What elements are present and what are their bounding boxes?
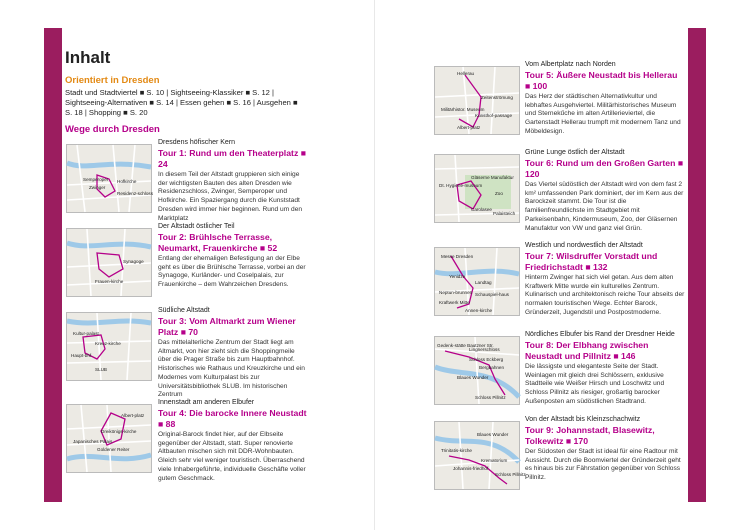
tour-map-thumbnail[interactable] xyxy=(434,336,520,405)
map-label: Palaisteich xyxy=(493,211,516,216)
tour-kicker: Von der Altstadt bis Kleinzschachwitz xyxy=(525,416,641,423)
map-label: Trinitatis-kirche xyxy=(441,448,472,453)
map-label: Zoo xyxy=(495,191,503,196)
page-title: Inhalt xyxy=(65,48,111,67)
tour-kicker: Südliche Altstadt xyxy=(158,307,210,314)
map-label: Dreikönigs-kirche xyxy=(101,429,137,434)
tour-kicker: Der Altstadt östlicher Teil xyxy=(158,223,235,230)
tour-title[interactable]: Tour 9: Johannstadt, Blasewitz, Tolkewitz ■ 170 xyxy=(525,425,655,446)
map-label: Yenidze xyxy=(449,274,466,279)
left-accent-bar xyxy=(44,28,62,502)
tour-description: Das Viertel südöstlich der Altstadt wird von dem fast 2 km² umfassenden Park dominiert, der im Kern aus der Barockzeit stammt. Die Tour ist die familienfreundlichste im Stadtgebiet mit Parkeisenbahn, Kindermuseum, Zoo, der Gläsernen Manufaktur von VW und ganz viel Grün. xyxy=(525,181,684,232)
map-label: Gläserne Manufaktur xyxy=(471,175,514,180)
map-label: Gedenk-stätte Bautzner Str. xyxy=(437,343,494,348)
map-label: Hofkirche xyxy=(117,179,137,184)
map-label: Carolasee xyxy=(471,207,492,212)
map-label: Neptun-brunnen xyxy=(439,290,473,295)
tour-description: Das mittelalterliche Zentrum der Stadt liegt am Altmarkt, von hier zieht sich die Shoppingmeile über die Prager Straße bis zum Hauptbahnhof. Historisches wie Rathaus und Kreuzkirche und ein Modernes vom Kulturpalast bis zur Universitätsbibliothek SLUB. Im historischen Zentrum xyxy=(158,339,305,399)
tour-map-thumbnail[interactable] xyxy=(66,144,152,213)
map-label: Zeitenströmung xyxy=(481,95,513,100)
tour-entry-4[interactable] xyxy=(65,398,365,490)
map-label: Schloss Pillnitz xyxy=(495,472,526,477)
map-label: Messe Dresden xyxy=(441,254,474,259)
map-label: Kraftwerk Mitte xyxy=(439,300,470,305)
tour-map-thumbnail[interactable] xyxy=(434,421,526,490)
map-label: Kunsthof-passage xyxy=(475,113,513,118)
map-label: Japanisches Palais xyxy=(73,439,113,444)
map-label: Kreuz-kirche xyxy=(95,341,121,346)
tour-title[interactable]: Tour 3: Vom Altmarkt zum Wiener Platz ■ 70 xyxy=(158,316,296,337)
tour-kicker: Dresdens höfischer Kern xyxy=(158,139,236,146)
map-label: Blaues Wunder xyxy=(477,432,509,437)
map-label: Hellerau xyxy=(457,71,475,76)
tour-title[interactable]: Tour 4: Die barocke Innere Neustadt ■ 88 xyxy=(158,408,307,429)
tour-map-thumbnail[interactable] xyxy=(434,66,520,135)
tour-entry-1[interactable] xyxy=(65,138,365,230)
tour-kicker: Innenstadt am anderen Elbufer xyxy=(158,399,255,406)
orient-text: Stadt und Stadtviertel ■ S. 10 | Sightseeing-Klassiker ■ S. 12 | Sightseeing-Alternativen ■ S. 14 | Essen gehen ■ S. 16 | Ausgehen ■ S. 18 | Shopping ■ S. 20 xyxy=(65,88,298,118)
tour-title[interactable]: Tour 2: Brühlsche Terrasse, Neumarkt, Frauenkirche ■ 52 xyxy=(158,232,278,253)
map-label: Annen-kirche xyxy=(465,308,493,313)
page-gutter xyxy=(374,0,375,530)
tour-map-thumbnail[interactable] xyxy=(66,404,152,473)
map-label: Blaues Wunder xyxy=(457,375,489,380)
map-label: Zwinger xyxy=(89,185,106,190)
map-label: Krematorium xyxy=(481,458,508,463)
tour-description: Entlang der ehemaligen Befestigung an der Elbe geht es über die Brühlsche Terrasse, vorbei an der Synagoge, Kurländer- und Coselpalais, zur Frauenkirche – dem Wahrzeichen Dresdens. xyxy=(158,255,306,289)
map-label: Frauen-kirche xyxy=(95,279,124,284)
map-label: Johannis-friedhof xyxy=(453,466,489,471)
tour-description: Das Herz der städtischen Alternativkultur und lebhaftes Ausgehviertel. Militärhistorisches Museum und Sternekűche im alten Artillerieviertel, die Gartenstadt Hellerau trumpft mit modernem Tanz und Möbeldesign. xyxy=(525,93,681,135)
tour-kicker: Nördliches Elbufer bis Rand der Dresdner Heide xyxy=(525,331,675,338)
map-label: Kultur-palast xyxy=(73,331,99,336)
tour-entry-6[interactable] xyxy=(433,148,733,240)
tour-map-thumbnail[interactable] xyxy=(434,247,520,316)
orient-heading: Orientiert in Dresden xyxy=(65,75,160,86)
map-label: Landtag xyxy=(475,280,492,285)
tour-description: Original-Barock findet hier, auf der Elbseite gegenüber der Altstadt, statt. Super renovierte Altbauten mischen sich mit DDR-Wohnbauten. Gleich sehr viel weniger touristisch. Überraschend viele Inhabergeführte, individuelle Geschäfte voller gutem Geschmack. xyxy=(158,431,306,482)
tour-kicker: Westlich und nordwestlich der Altstadt xyxy=(525,242,643,249)
tour-kicker: Vom Albertplatz nach Norden xyxy=(525,61,616,68)
map-label: Synagoge xyxy=(123,259,144,264)
tour-kicker: Grüne Lunge östlich der Altstadt xyxy=(525,149,625,156)
tour-title[interactable]: Tour 7: Wilsdruffer Vorstadt und Friedrichstadt ■ 132 xyxy=(525,251,658,272)
tour-description: In diesem Teil der Altstadt gruppieren sich einige der wichtigsten Bauten des alten Dresden wie Residenzschloss, Zwinger, Semperoper und Hofkirche. Ein Spaziergang durch die Kunststadt Dresden wird immer hier beginnen. Rund um den Marktplatz xyxy=(158,171,303,222)
map-label: Schauspiel-haus xyxy=(475,292,509,297)
tour-map-thumbnail[interactable] xyxy=(434,154,520,223)
tour-description: Hinterm Zwinger hat sich viel getan. Aus dem alten Kraftwerk Mitte wurde ein kulturelles Zentrum. Kulinarisch und architektonisch reiche Tour abseits der normalen touristischen Wege. Echter Barock, Gründerzeit, Jugendstil und Postpostmoderne. xyxy=(525,274,685,316)
map-label: Albert-platz xyxy=(457,125,481,130)
tour-description: Der Südosten der Stadt ist ideal für eine Radtour mit Aussicht. Durch die Boomviertel der Gründerzeit geht es hinaus bis zur Fährstation gegenüber von Schloss Pillnitz. xyxy=(525,448,681,482)
map-label: Bergbahnen xyxy=(479,365,505,370)
tour-title[interactable]: Tour 6: Rund um den Großen Garten ■ 120 xyxy=(525,158,684,179)
tour-entry-7[interactable] xyxy=(433,241,733,333)
tour-title[interactable]: Tour 5: Äußere Neustadt bis Hellerau ■ 100 xyxy=(525,70,678,91)
map-label: Dt. Hygiene-museum xyxy=(439,183,483,188)
map-label: Militärhistor. Museum xyxy=(441,107,485,112)
tour-title[interactable]: Tour 8: Der Elbhang zwischen Neustadt und Pillnitz ■ 146 xyxy=(525,340,649,361)
map-label: Lingnerschloss xyxy=(469,347,500,352)
tour-description: Die lässigste und eleganteste Seite der Stadt. Weinlagen mit gleich drei Schlössern, exklusive Stadtteile wie Weißer Hirsch und Loschwitz und Schloss Pillnitz als riesiger, großartig barocker Außenposten am südöstlichen Stadtrand. xyxy=(525,363,665,405)
map-label: Schloss Eckberg xyxy=(469,357,504,362)
map-label: Haupt-bhf. xyxy=(71,353,93,358)
tour-entry-5[interactable] xyxy=(433,60,733,152)
tour-map-thumbnail[interactable] xyxy=(66,228,152,297)
tour-entry-3[interactable] xyxy=(65,306,365,398)
wege-heading: Wege durch Dresden xyxy=(65,124,160,135)
map-label: SLUB xyxy=(95,367,108,372)
tour-entry-8[interactable] xyxy=(433,330,733,422)
map-label: Semperoper xyxy=(83,177,109,182)
tour-entry-2[interactable] xyxy=(65,222,365,314)
tour-entry-9[interactable] xyxy=(433,415,733,507)
tour-map-thumbnail[interactable] xyxy=(66,312,152,381)
map-label: Albert-platz xyxy=(121,413,145,418)
map-label: Schloss Pillnitz xyxy=(475,395,506,400)
map-label: Residenz-schloss xyxy=(117,191,153,196)
tour-title[interactable]: Tour 1: Rund um den Theaterplatz ■ 24 xyxy=(158,148,306,169)
map-label: Goldener Reiter xyxy=(97,447,130,452)
